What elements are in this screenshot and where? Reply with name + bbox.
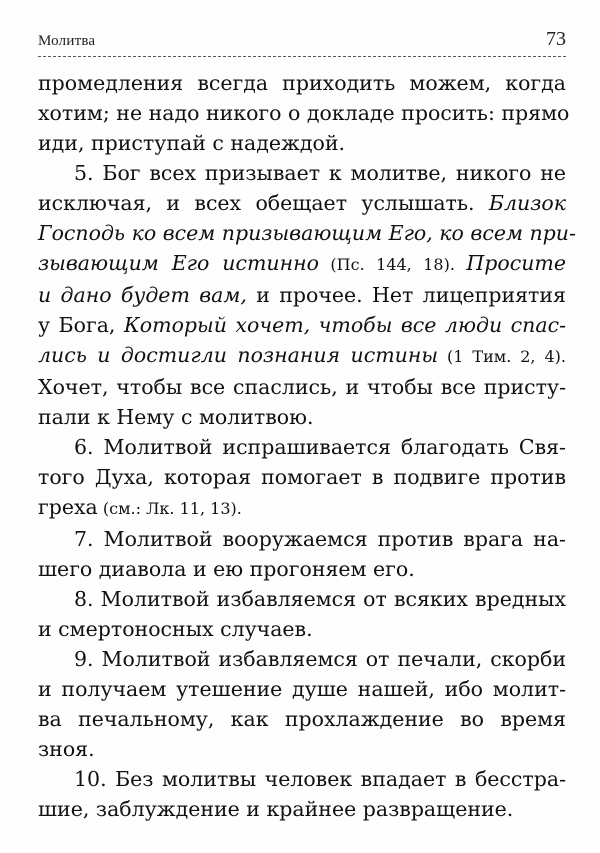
text-segment: шего диавола и ею прогоняем его. [38,557,415,581]
text-segment: того Духа, которая помогает в подвиге против [38,465,566,489]
text-line [38,280,566,310]
scripture-reference: (см.: Лк. 11, 13). [97,499,242,518]
text-segment: шие, заблуждение и крайнее развращение. [38,797,514,821]
running-title: Молитва [38,33,96,49]
text-line [38,584,566,614]
text-line [38,372,566,402]
text-segment: греха [38,495,98,519]
text-line [38,644,566,674]
text-segment: и прочее. Нет лицеприятия [246,283,566,307]
text-segment: ва печальному, как прохлаждение во время [38,707,566,731]
page-number: 73 [546,28,566,50]
scripture-quote: Близок [488,191,566,215]
text-line [38,310,566,340]
text-line [38,794,566,824]
scripture-quote: зывающим Его истинно [38,251,319,275]
text-segment: хотим; не надо никого о докладе просить: прямо [38,101,570,125]
scripture-quote: лись и достигли познания истины [38,343,439,367]
text-segment: Хочет, чтобы все спаслись, и чтобы все присту- [38,375,566,399]
text-segment: и смертоносных случаев. [38,617,313,641]
text-segment: пали к Нему с молитвою. [38,405,314,429]
text-segment: 6. Молитвой испрашивается благодать Свя- [74,435,566,459]
text-line [38,462,566,492]
text-segment: 10. Без молитвы человек впадает в бесстра- [74,767,566,791]
text-segment: зноя. [38,737,95,761]
scripture-reference: (Пс. 144, 18). [318,255,467,274]
text-line [38,674,566,704]
text-line [38,432,566,462]
text-segment: промедления всегда приходить можем, когда [38,71,566,95]
text-line [38,218,576,248]
scripture-quote: Который хочет, чтобы все люди спас- [123,313,566,337]
text-segment: 8. Молитвой избавляемся от всяких вредных [74,587,566,611]
text-line [38,248,566,280]
text-line [38,704,566,734]
text-segment: 7. Молитвой вооружаемся против врага на- [74,527,566,551]
text-line [38,764,566,794]
scripture-quote: и дано будет вам, [38,283,247,307]
text-line [38,554,566,584]
text-segment: 9. Молитвой избавляемся от печали, скорби [74,647,566,671]
text-segment: исключая, и всех обещает услышать. [38,191,489,215]
text-segment: и получаем утешение душе нашей, ибо молит- [38,677,566,701]
scripture-reference: (1 Тим. 2, 4). [438,347,566,366]
text-line [38,402,566,432]
text-line [38,68,566,98]
scripture-quote: Господь ко всем призывающим Его, ко всем при- [38,221,576,245]
text-line [38,734,566,764]
text-line [38,158,566,188]
running-header [38,24,566,57]
text-segment: у Бога, [38,313,124,337]
text-line [38,340,566,372]
text-line [38,614,566,644]
text-segment: иди, приступай с надеждой. [38,131,346,155]
scripture-quote: Просите [466,251,567,275]
text-line [38,492,566,524]
text-segment: 5. Бог всех призывает к молитве, никого не [74,161,566,185]
body-text [38,68,576,824]
text-line [38,188,566,218]
text-line [38,98,570,128]
text-line [38,524,566,554]
text-line [38,128,566,158]
